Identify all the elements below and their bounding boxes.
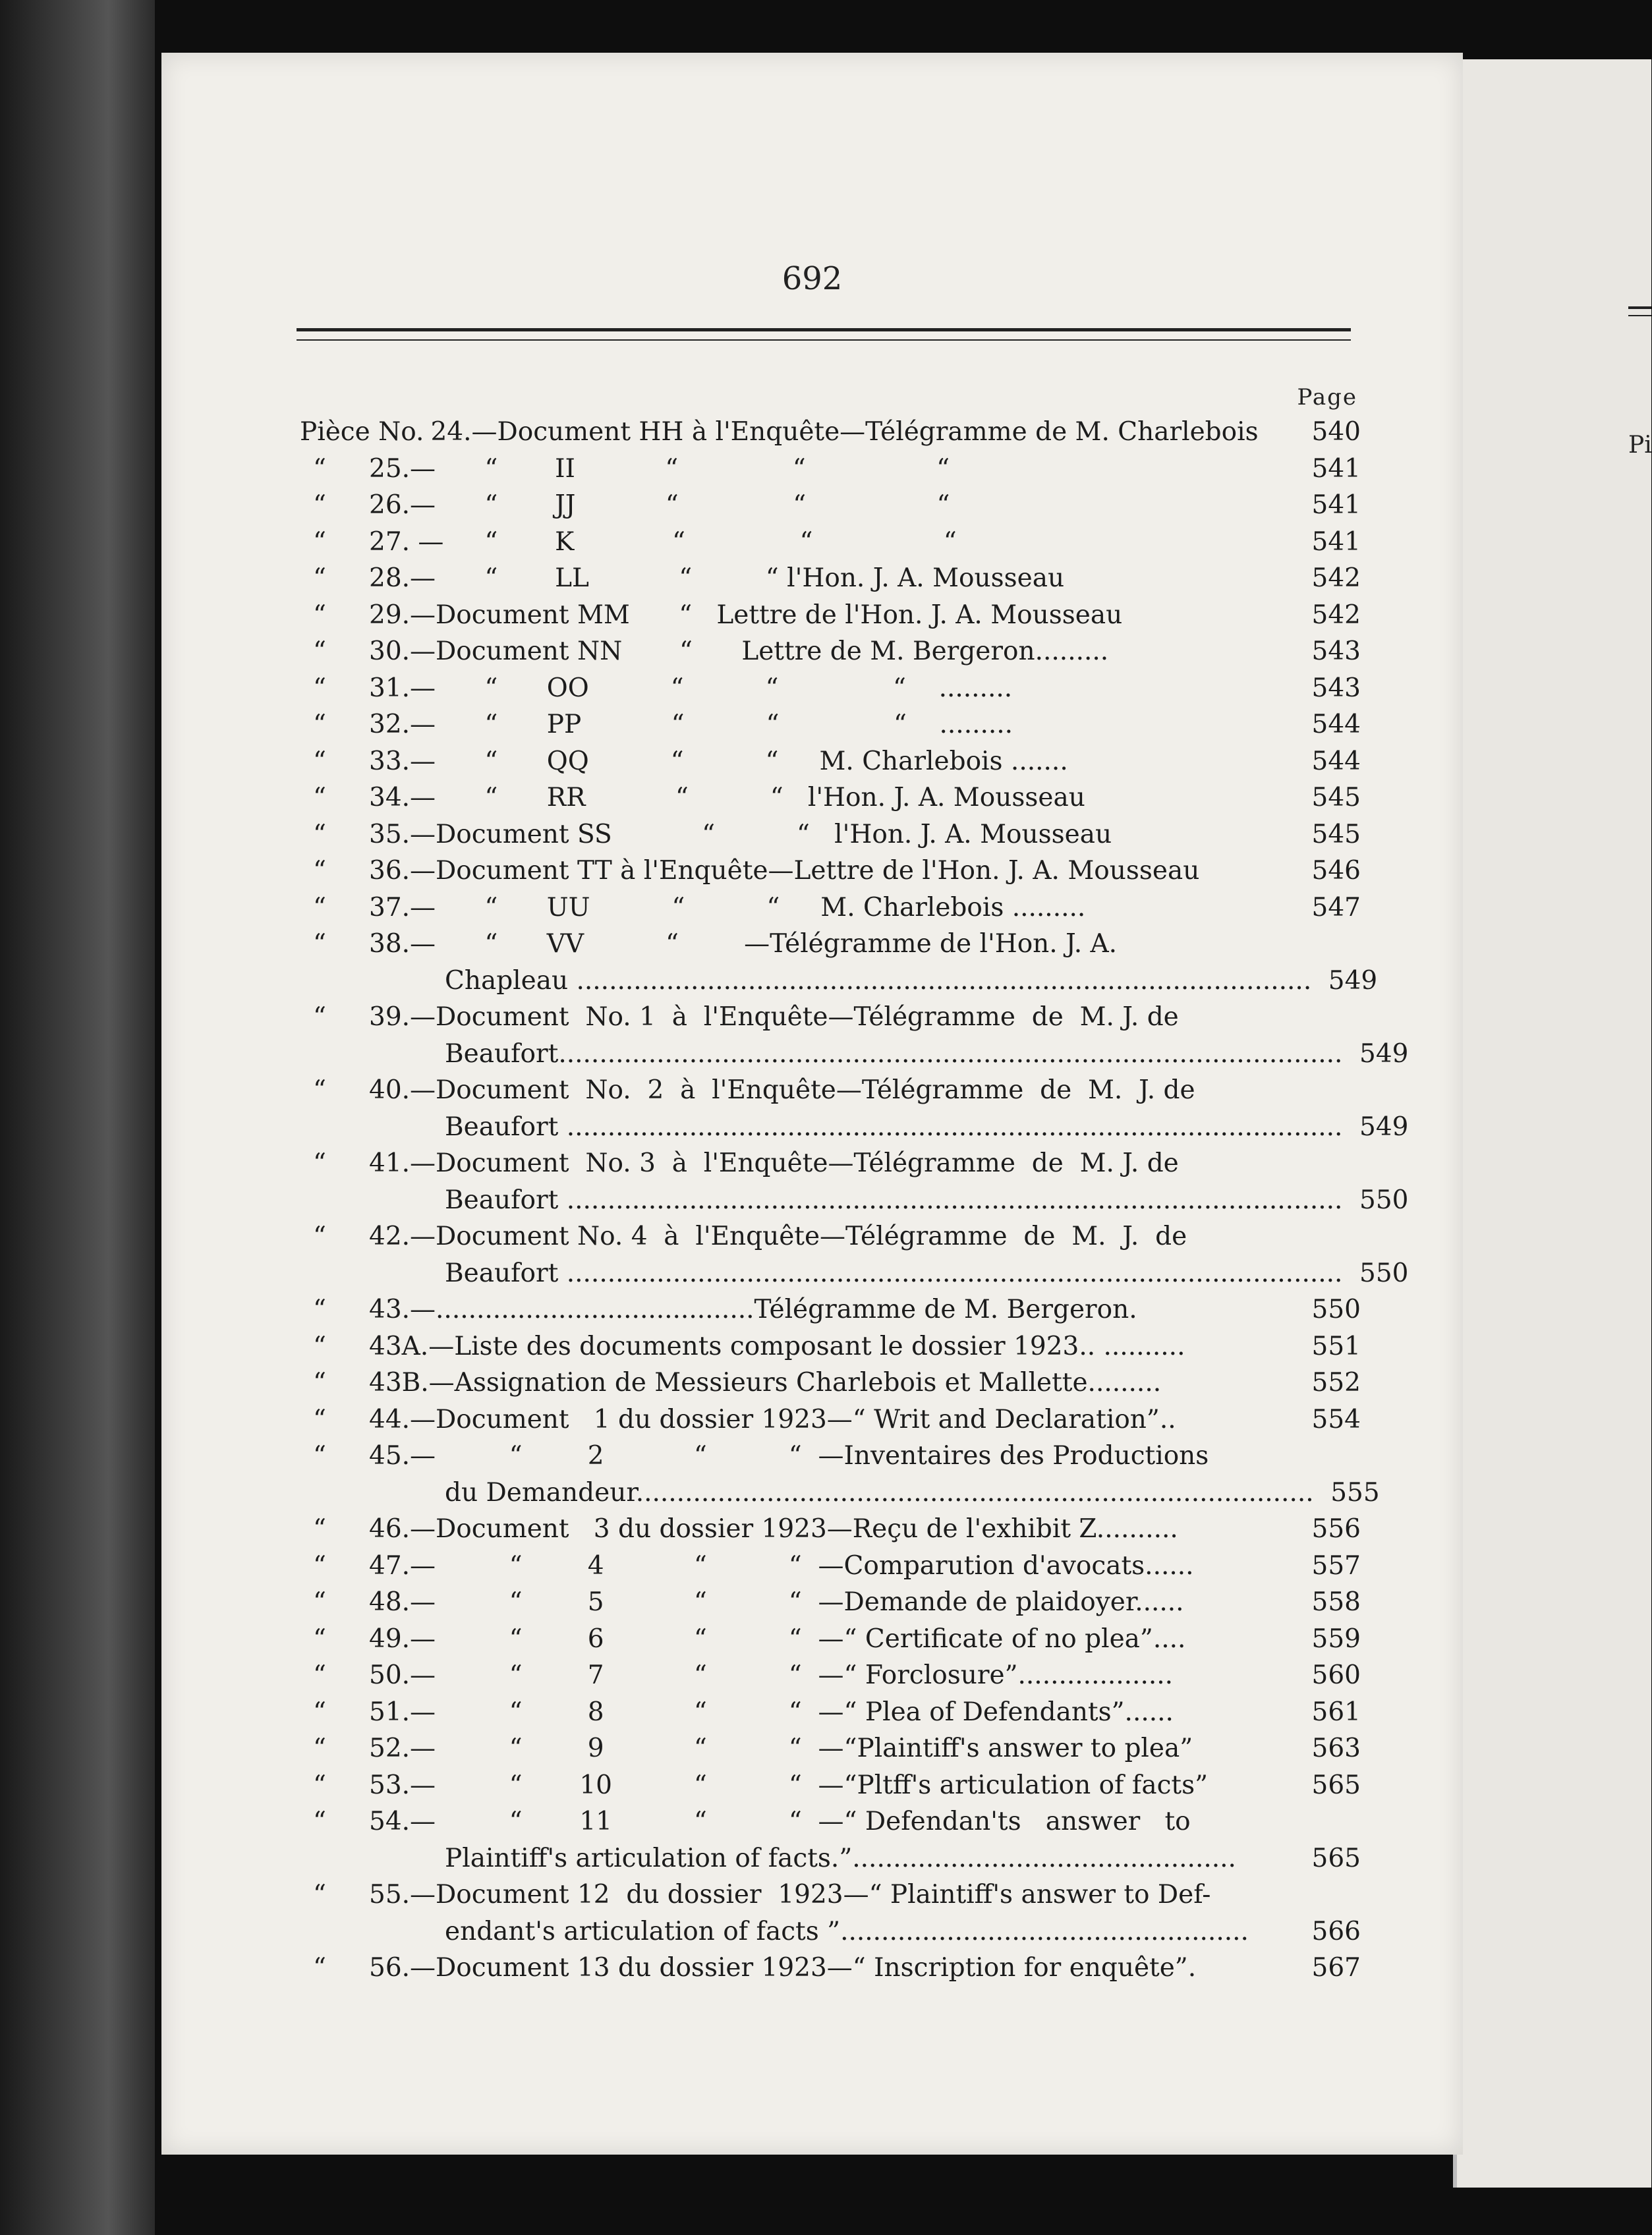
toc-entry-text: Chapleau .......................................................................................... bbox=[445, 965, 1312, 996]
toc-entry-text: 45.— “ 2 “ “ —Inventaires des Productions bbox=[369, 1441, 1209, 1471]
toc-entry-page: 542 bbox=[1311, 563, 1361, 593]
toc-entry-text: 31.— “ OO “ “ “ ......... bbox=[369, 673, 1013, 703]
toc-entry bbox=[300, 1950, 1361, 1987]
toc-entry-page: 550 bbox=[1359, 1258, 1409, 1288]
toc-entry-text: 44.—Document 1 du dossier 1923—“ Writ and Declaration”.. bbox=[369, 1404, 1176, 1434]
toc-entry bbox=[300, 1548, 1361, 1585]
toc-entry-page: 545 bbox=[1311, 819, 1361, 849]
toc-entry-text: 52.— “ 9 “ “ —“Plaintiff's answer to plea” bbox=[369, 1734, 1193, 1763]
toc-entry bbox=[300, 1145, 1361, 1182]
toc-entry-marker: “ bbox=[313, 1880, 326, 1910]
toc-entry-marker: “ bbox=[313, 1404, 326, 1434]
toc-entry-marker: “ bbox=[313, 1222, 326, 1251]
toc-entry bbox=[300, 633, 1361, 670]
toc-entry-marker: “ bbox=[313, 526, 326, 557]
toc-entry-text: 34.— “ RR “ “ l'Hon. J. A. Mousseau bbox=[369, 783, 1085, 812]
toc-entry bbox=[300, 1511, 1361, 1548]
toc-entry bbox=[300, 816, 1361, 853]
toc-entry-page: 541 bbox=[1311, 490, 1361, 520]
toc-entry-text: 53.— “ 10 “ “ —“Pltff's articulation of facts” bbox=[369, 1770, 1209, 1800]
toc-entry-text: 35.—Document SS “ “ l'Hon. J. A. Mousseau bbox=[369, 819, 1112, 849]
toc-entry-marker: Pièce No. bbox=[300, 417, 424, 447]
toc-entry-text: 43.—.......................................Télégramme de M. Bergeron. bbox=[369, 1295, 1137, 1324]
toc-entry-marker: “ bbox=[313, 1660, 326, 1690]
toc-entry-marker: “ bbox=[313, 1953, 326, 1983]
toc-entry bbox=[300, 560, 1361, 597]
toc-entry-marker: “ bbox=[313, 673, 326, 703]
toc-entry-page: 540 bbox=[1311, 417, 1361, 447]
toc-entry-page: 545 bbox=[1311, 783, 1361, 812]
toc-entry bbox=[300, 1109, 1409, 1146]
toc-entry bbox=[300, 1840, 1361, 1877]
page-number: 692 bbox=[782, 260, 843, 297]
toc-entry-page: 549 bbox=[1328, 965, 1378, 996]
facing-page-text-fragment: Pi bbox=[1628, 432, 1652, 459]
table-of-contents bbox=[300, 414, 1409, 1987]
toc-entry-marker: “ bbox=[313, 819, 326, 849]
toc-entry-marker: “ bbox=[313, 1770, 326, 1800]
toc-entry bbox=[300, 1438, 1361, 1475]
toc-entry-page: 563 bbox=[1311, 1734, 1361, 1763]
toc-entry-marker: “ bbox=[313, 600, 326, 630]
toc-entry-marker: “ bbox=[313, 1550, 326, 1581]
toc-entry bbox=[300, 890, 1361, 926]
document-page bbox=[161, 53, 1463, 2155]
toc-entry bbox=[300, 926, 1361, 963]
toc-entry-marker: “ bbox=[313, 1587, 326, 1617]
toc-entry-text: 26.— “ JJ “ “ “ bbox=[369, 490, 950, 520]
toc-entry bbox=[300, 414, 1361, 451]
facing-page-rule-thin bbox=[1628, 315, 1651, 316]
toc-entry-marker: “ bbox=[313, 1514, 326, 1544]
toc-entry bbox=[300, 524, 1361, 561]
toc-entry-page: 549 bbox=[1359, 1112, 1409, 1142]
toc-entry-marker: “ bbox=[313, 929, 326, 959]
toc-entry bbox=[300, 1255, 1409, 1292]
toc-entry bbox=[300, 1730, 1361, 1767]
toc-entry-text: 51.— “ 8 “ “ —“ Plea of Defendants”...... bbox=[369, 1697, 1174, 1727]
toc-entry-marker: “ bbox=[313, 563, 326, 593]
toc-entry bbox=[300, 1584, 1361, 1621]
toc-entry-marker: “ bbox=[313, 746, 326, 776]
toc-entry-marker: “ bbox=[313, 453, 326, 484]
facing-page-rule bbox=[1628, 306, 1651, 309]
toc-entry bbox=[300, 1877, 1361, 1913]
toc-entry bbox=[300, 451, 1361, 488]
toc-entry bbox=[300, 706, 1361, 743]
toc-entry-text: 28.— “ LL “ “ l'Hon. J. A. Mousseau bbox=[369, 563, 1065, 593]
facing-page bbox=[1453, 59, 1651, 2188]
toc-entry-page: 547 bbox=[1311, 892, 1361, 922]
toc-entry-text: 33.— “ QQ “ “ M. Charlebois ....... bbox=[369, 746, 1068, 776]
toc-entry-text: 47.— “ 4 “ “ —Comparution d'avocats...... bbox=[369, 1550, 1194, 1581]
toc-entry bbox=[300, 670, 1361, 707]
toc-entry-marker: “ bbox=[313, 1331, 326, 1361]
toc-entry-text: 40.—Document No. 2 à l'Enquête—Télégramme de M. J. de bbox=[369, 1075, 1195, 1105]
toc-entry bbox=[300, 1767, 1361, 1804]
toc-entry bbox=[300, 1365, 1361, 1401]
toc-entry-text: endant's articulation of facts ”.................................................. bbox=[445, 1916, 1249, 1946]
toc-entry bbox=[300, 1657, 1361, 1694]
toc-entry-text: 50.— “ 7 “ “ —“ Forclosure”................... bbox=[369, 1660, 1174, 1690]
toc-entry-page: 559 bbox=[1311, 1624, 1361, 1654]
toc-entry-marker: “ bbox=[313, 856, 326, 886]
toc-entry-page: 557 bbox=[1311, 1550, 1361, 1581]
toc-entry-text: 39.—Document No. 1 à l'Enquête—Télégramme de M. J. de bbox=[369, 1002, 1179, 1032]
toc-entry-marker: “ bbox=[313, 1734, 326, 1763]
toc-entry-text: 25.— “ II “ “ “ bbox=[369, 453, 950, 484]
toc-entry-page: 546 bbox=[1311, 856, 1361, 886]
toc-entry-marker: “ bbox=[313, 1148, 326, 1178]
toc-entry-page: 543 bbox=[1311, 673, 1361, 703]
toc-entry-marker: “ bbox=[313, 1697, 326, 1727]
toc-entry-page: 565 bbox=[1311, 1843, 1361, 1873]
toc-entry-marker: “ bbox=[313, 490, 326, 520]
toc-entry-page: 560 bbox=[1311, 1660, 1361, 1690]
book-spine bbox=[0, 0, 155, 2235]
toc-entry-page: 542 bbox=[1311, 600, 1361, 630]
header-rule-thick bbox=[297, 328, 1351, 331]
toc-entry-page: 558 bbox=[1311, 1587, 1361, 1617]
toc-entry bbox=[300, 963, 1378, 1000]
toc-entry-text: Beaufort ............................................................................................... bbox=[445, 1185, 1343, 1215]
toc-entry-page: 555 bbox=[1330, 1477, 1380, 1508]
toc-entry-text: 54.— “ 11 “ “ —“ Defendan'ts answer to bbox=[369, 1807, 1191, 1836]
toc-entry bbox=[300, 1182, 1409, 1219]
header-rule-thin bbox=[297, 339, 1351, 341]
toc-entry bbox=[300, 597, 1361, 634]
toc-entry-page: 541 bbox=[1311, 526, 1361, 557]
toc-entry bbox=[300, 1218, 1361, 1255]
toc-entry bbox=[300, 779, 1361, 816]
toc-entry-page: 550 bbox=[1311, 1295, 1361, 1324]
toc-entry-page: 544 bbox=[1311, 710, 1361, 739]
toc-entry-marker: “ bbox=[313, 1002, 326, 1032]
toc-entry-text: du Demandeur................................................................................... bbox=[445, 1477, 1314, 1508]
toc-entry bbox=[300, 1072, 1361, 1109]
toc-entry-marker: “ bbox=[313, 1295, 326, 1324]
toc-entry-page: 567 bbox=[1311, 1953, 1361, 1983]
toc-entry-text: 29.—Document MM “ Lettre de l'Hon. J. A. Mousseau bbox=[369, 600, 1123, 630]
toc-entry bbox=[300, 1694, 1361, 1731]
toc-entry-marker: “ bbox=[313, 892, 326, 922]
toc-entry-marker: “ bbox=[313, 1075, 326, 1105]
toc-entry-text: Plaintiff's articulation of facts.”............................................... bbox=[445, 1843, 1236, 1873]
toc-entry bbox=[300, 1475, 1380, 1512]
toc-entry-page: 565 bbox=[1311, 1770, 1361, 1800]
toc-entry-page: 566 bbox=[1311, 1916, 1361, 1946]
toc-entry-text: 30.—Document NN “ Lettre de M. Bergeron......... bbox=[369, 637, 1109, 666]
toc-entry bbox=[300, 1036, 1409, 1073]
toc-entry-page: 544 bbox=[1311, 746, 1361, 776]
toc-entry bbox=[300, 853, 1361, 890]
toc-entry-text: 42.—Document No. 4 à l'Enquête—Télégramme de M. J. de bbox=[369, 1222, 1187, 1251]
toc-entry-marker: “ bbox=[313, 1368, 326, 1398]
toc-entry-text: 37.— “ UU “ “ M. Charlebois ......... bbox=[369, 892, 1086, 922]
toc-entry-marker: “ bbox=[313, 1624, 326, 1654]
toc-entry-text: 56.—Document 13 du dossier 1923—“ Inscription for enquête”. bbox=[369, 1953, 1197, 1983]
toc-entry bbox=[300, 743, 1361, 780]
toc-entry bbox=[300, 999, 1361, 1036]
toc-entry bbox=[300, 487, 1361, 524]
toc-entry-page: 554 bbox=[1311, 1404, 1361, 1434]
toc-entry-text: Beaufort ............................................................................................... bbox=[445, 1258, 1343, 1288]
toc-entry-text: 27. — “ K “ “ “ bbox=[369, 526, 957, 557]
toc-entry-page: 551 bbox=[1311, 1331, 1361, 1361]
toc-entry-page: 556 bbox=[1311, 1514, 1361, 1544]
toc-entry-marker: “ bbox=[313, 1807, 326, 1836]
toc-entry bbox=[300, 1803, 1361, 1840]
toc-entry-marker: “ bbox=[313, 637, 326, 666]
toc-entry-text: Beaufort ............................................................................................... bbox=[445, 1112, 1343, 1142]
toc-entry bbox=[300, 1291, 1361, 1328]
toc-entry-page: 541 bbox=[1311, 453, 1361, 484]
toc-entry-text: 32.— “ PP “ “ “ ......... bbox=[369, 710, 1013, 739]
toc-entry-marker: “ bbox=[313, 783, 326, 812]
toc-entry bbox=[300, 1621, 1361, 1658]
toc-entry-text: Beaufort................................................................................................ bbox=[445, 1038, 1343, 1069]
toc-entry-text: 38.— “ VV “ —Télégramme de l'Hon. J. A. bbox=[369, 929, 1118, 959]
toc-entry-text: 24.—Document HH à l'Enquête—Télégramme de M. Charlebois bbox=[430, 417, 1259, 447]
toc-entry-text: 43A.—Liste des documents composant le dossier 1923.. .......... bbox=[369, 1331, 1185, 1361]
toc-entry-marker: “ bbox=[313, 710, 326, 739]
toc-entry-text: 46.—Document 3 du dossier 1923—Reçu de l'exhibit Z.......... bbox=[369, 1514, 1178, 1544]
toc-entry-marker: “ bbox=[313, 1441, 326, 1471]
toc-entry bbox=[300, 1328, 1361, 1365]
toc-entry-text: 36.—Document TT à l'Enquête—Lettre de l'Hon. J. A. Mousseau bbox=[369, 856, 1200, 886]
page-column-header: Page bbox=[1297, 384, 1357, 410]
toc-entry bbox=[300, 1401, 1361, 1438]
toc-entry-text: 49.— “ 6 “ “ —“ Certificate of no plea”.... bbox=[369, 1624, 1186, 1654]
toc-entry-page: 561 bbox=[1311, 1697, 1361, 1727]
toc-entry-page: 543 bbox=[1311, 637, 1361, 666]
toc-entry bbox=[300, 1913, 1361, 1950]
toc-entry-text: 43B.—Assignation de Messieurs Charlebois et Mallette......... bbox=[369, 1368, 1162, 1398]
toc-entry-page: 549 bbox=[1359, 1038, 1409, 1069]
toc-entry-text: 48.— “ 5 “ “ —Demande de plaidoyer...... bbox=[369, 1587, 1184, 1617]
toc-entry-page: 552 bbox=[1311, 1368, 1361, 1398]
toc-entry-text: 55.—Document 12 du dossier 1923—“ Plaintiff's answer to Def- bbox=[369, 1880, 1211, 1910]
toc-entry-page: 550 bbox=[1359, 1185, 1409, 1215]
toc-entry-text: 41.—Document No. 3 à l'Enquête—Télégramme de M. J. de bbox=[369, 1148, 1179, 1178]
